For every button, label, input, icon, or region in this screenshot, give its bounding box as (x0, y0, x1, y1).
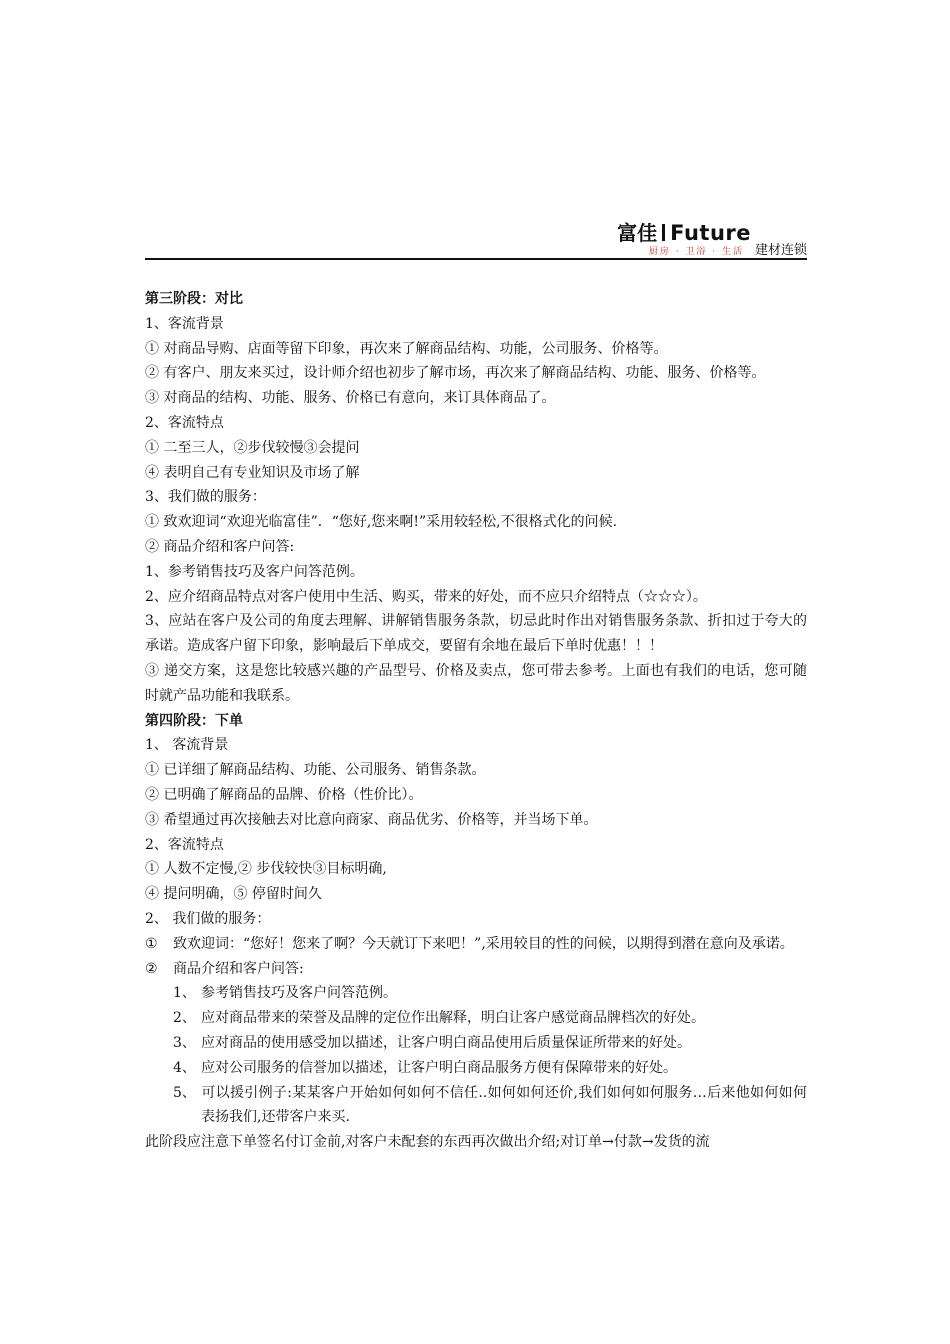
text-line: 2、客流特点 (145, 836, 224, 853)
stage4-content (145, 733, 807, 931)
brand-suffix: 建材连锁 (754, 243, 807, 258)
text-line: 1、 客流背景 (145, 737, 229, 754)
text-line: 1、客流背景 (145, 315, 224, 332)
list-marker: ② (145, 960, 158, 977)
list-text: 参考销售技巧及客户问答范例。 (201, 985, 397, 1002)
text-line: ① 已详细了解商品结构、功能、公司服务、销售条款。 (145, 762, 486, 779)
text-line: ④ 提问明确，⑤ 停留时间久 (145, 886, 322, 903)
list-text: 致欢迎词：“您好！您来了啊？今天就订下来吧！”,采用较目的性的问候，以期得到潜在意向及承诺。 (173, 935, 794, 952)
list-item (145, 1056, 807, 1081)
brand-name-cn: 富佳 (617, 221, 658, 245)
list-item (145, 1031, 807, 1056)
document-body (145, 287, 807, 1155)
text-line: ② 商品介绍和客户问答: (145, 538, 295, 555)
text-line: 3、应站在客户及公司的角度去理解、讲解销售服务条款，切忌此时作出对销售服务条款、折扣过于夸大的承诺。造成客户留下印象，影响最后下单成交，要留有余地在最后下单时优惠！！！ (145, 613, 807, 655)
text-line: ③ 递交方案，这是您比较感兴趣的产品型号、价格及卖点，您可带去参考。上面也有我们的电话，您可随时就产品功能和我联系。 (145, 662, 807, 704)
brand-logo (617, 218, 751, 248)
closing-paragraph: 此阶段应注意下单签名付订金前,对客户未配套的东西再次做出介绍;对订单→付款→发货的流 (145, 1134, 710, 1151)
page-header (145, 218, 807, 260)
text-line: 1、参考销售技巧及客户问答范例。 (145, 563, 364, 580)
list-marker: 3、 (173, 1034, 196, 1051)
list-item (145, 1006, 807, 1031)
list-text: 应对商品的使用感受加以描述，让客户明白商品使用后质量保证所带来的好处。 (201, 1034, 691, 1051)
section-title-stage3: 第三阶段：对比 (145, 291, 243, 307)
list-marker: 4、 (173, 1059, 196, 1076)
stage3-content (145, 312, 807, 709)
stage4-qa-list (145, 981, 807, 1130)
list-item (145, 981, 807, 1006)
brand-slogan: 厨房 · 卫浴 · 生活 (648, 247, 744, 257)
list-marker: 2、 (173, 1010, 196, 1027)
text-line: ① 致欢迎词“欢迎光临富佳”．“您好,您来啊!”采用较轻松,不很格式化的问候. (145, 514, 618, 531)
text-line: 2、客流特点 (145, 414, 224, 431)
brand-name-en: Future (670, 221, 751, 245)
list-item (145, 932, 807, 957)
list-text: 应对商品带来的荣誉及品牌的定位作出解释，明白让客户感觉商品牌档次的好处。 (201, 1010, 705, 1027)
list-item (145, 1081, 807, 1131)
stage4-service-list (145, 932, 807, 982)
text-line: ③ 希望通过再次接触去对比意向商家、商品优劣、价格等，并当场下单。 (145, 811, 598, 828)
brand-divider (662, 224, 665, 241)
list-marker: 1、 (173, 985, 196, 1002)
list-text: 商品介绍和客户问答: (173, 960, 304, 977)
text-line: ④ 表明自己有专业知识及市场了解 (145, 464, 360, 481)
text-line: 2、 我们做的服务： (145, 910, 271, 927)
list-item (145, 957, 807, 982)
text-line: 2、应介绍商品特点对客户使用中生活、购买，带来的好处，而不应只介绍特点（☆☆☆）。 (145, 588, 707, 605)
text-line: ① 人数不定慢,② 步伐较快③目标明确, (145, 861, 387, 878)
list-text: 可以援引例子:某某客户开始如何如何不信任..如何如何还价,我们如何如何服务…后来他如何如何表扬我们,还带客户来买. (201, 1084, 807, 1126)
list-marker: ① (145, 935, 158, 952)
section-title-stage4: 第四阶段：下单 (145, 712, 243, 729)
text-line: ② 已明确了解商品的品牌、价格（性价比）。 (145, 786, 423, 803)
header-rule (145, 258, 807, 260)
list-marker: 5、 (173, 1084, 196, 1101)
text-line: ③ 对商品的结构、功能、服务、价格已有意向，来订具体商品了。 (145, 390, 556, 407)
text-line: 3、我们做的服务： (145, 489, 266, 506)
text-line: ① 二至三人，②步伐较慢③会提问 (145, 439, 360, 456)
list-text: 应对公司服务的信誉加以描述，让客户明白商品服务方便有保障带来的好处。 (201, 1059, 677, 1076)
text-line: ② 有客户、朋友来买过，设计师介绍也初步了解市场，再次来了解商品结构、功能、服务、价格等。 (145, 365, 766, 382)
text-line: ① 对商品导购、店面等留下印象，再次来了解商品结构、功能，公司服务、价格等。 (145, 340, 668, 357)
